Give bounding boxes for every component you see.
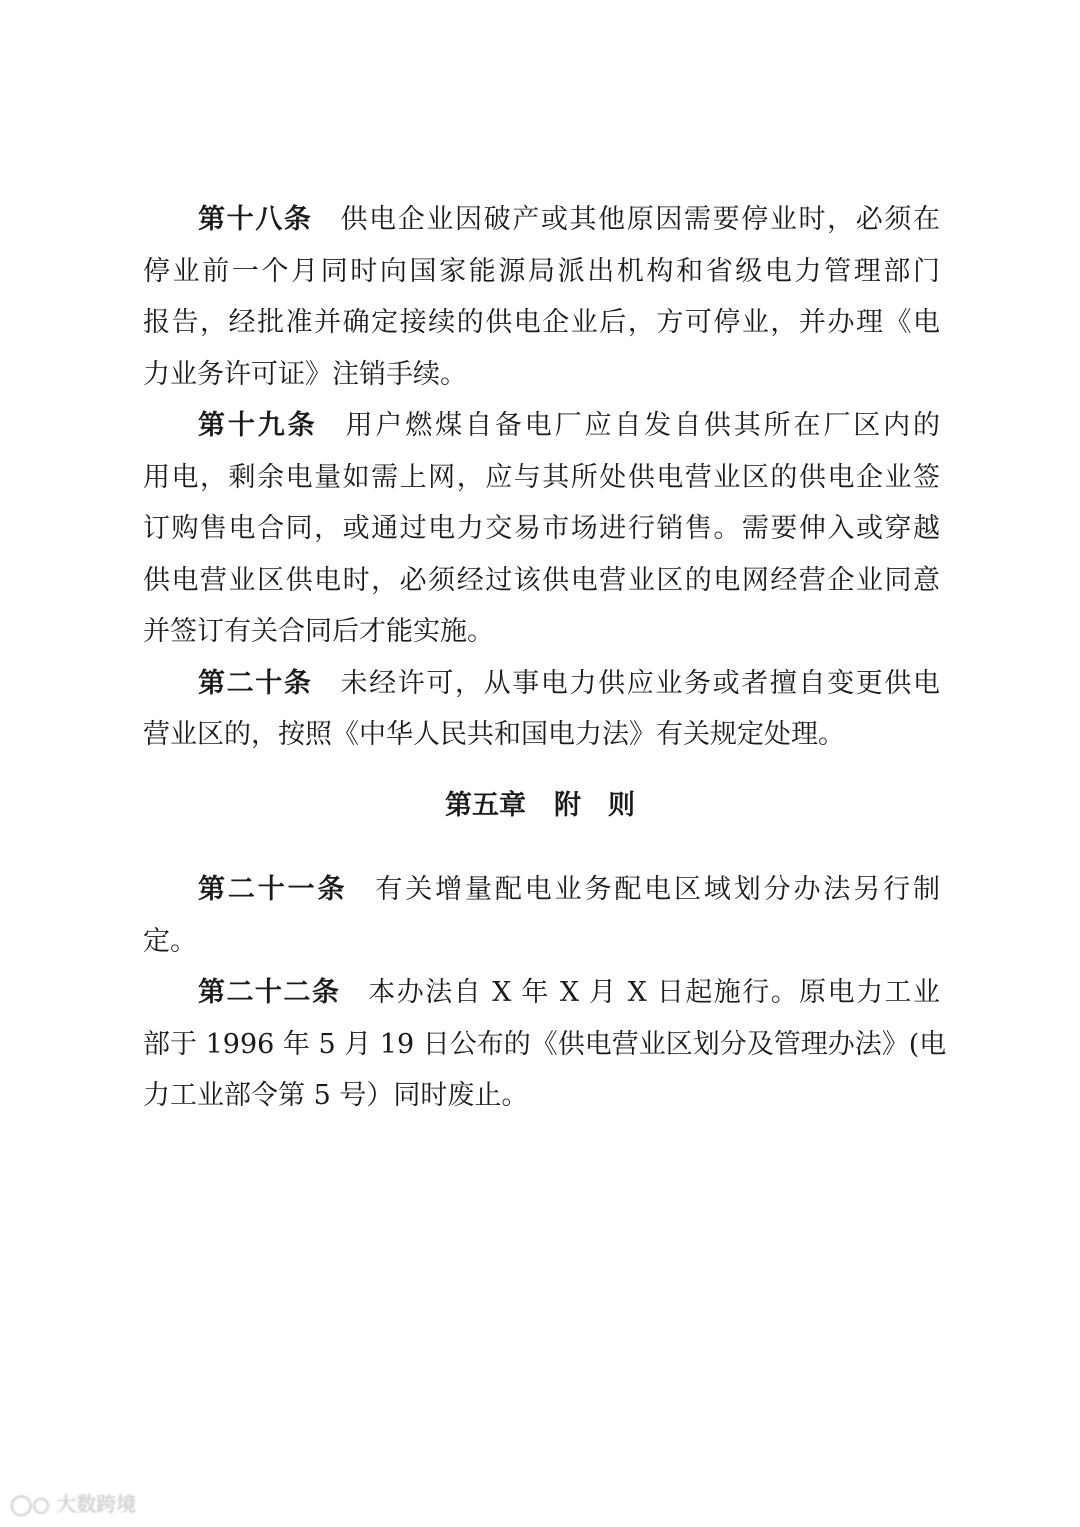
chapter-title: 附 则	[554, 790, 635, 821]
text-line	[143, 1070, 940, 1122]
watermark-text: 大数跨境	[56, 1492, 137, 1516]
text-line	[143, 555, 940, 607]
article-label: 第十九条	[198, 410, 318, 441]
article-text: 力工业部令第 5 号）同时废止。	[143, 1080, 529, 1111]
text-line	[143, 194, 940, 246]
text-line	[143, 503, 940, 555]
article-text: 未经许可，从事电力供应业务或者擅自变更供电	[340, 667, 940, 699]
text-line	[143, 864, 940, 916]
articles-top	[143, 194, 940, 761]
article-label: 第十八条	[198, 204, 313, 235]
text-line	[143, 400, 940, 452]
article-text: 力业务许可证》注销手续。	[143, 358, 467, 390]
article-text: 供电营业区供电时，必须经过该供电营业区的电网经营企业同意	[143, 564, 940, 596]
article-text: 供电企业因破产或其他原因需要停业时，必须在	[340, 204, 940, 235]
chapter-heading	[0, 783, 1080, 822]
text-line	[143, 967, 940, 1019]
article-text: 并签订有关合同后才能实施。	[143, 616, 494, 647]
text-line	[143, 916, 940, 968]
article	[143, 400, 940, 658]
watermark-logo: ◯○ 大数跨境	[10, 1492, 137, 1516]
article-text: 停业前一个月同时向国家能源局派出机构和省级电力管理部门	[143, 255, 940, 287]
article-text: 部于 1996 年 5 月 19 日公布的《供电营业区划分及管理办法》(电	[143, 1028, 947, 1060]
article-text: 订购售电合同，或通过电力交易市场进行销售。需要伸入或穿越	[143, 513, 940, 544]
article	[143, 864, 940, 967]
article-label: 第二十一条	[198, 874, 348, 905]
article-text: 用电，剩余电量如需上网，应与其所处供电营业区的供电企业签	[143, 461, 940, 493]
article	[143, 967, 947, 1122]
articles-bottom	[143, 864, 947, 1122]
article-label: 第二十二条	[198, 977, 341, 1008]
article-text: 有关增量配电业务配电区域划分办法另行制	[375, 874, 941, 905]
text-line	[143, 297, 940, 349]
article-label: 第二十条	[198, 667, 313, 699]
text-line	[143, 246, 940, 298]
article	[143, 658, 940, 761]
text-line	[143, 709, 940, 761]
text-line	[143, 1019, 947, 1071]
text-line	[143, 658, 940, 710]
article-text: 营业区的，按照《中华人民共和国电力法》有关规定处理。	[143, 719, 845, 750]
article	[143, 194, 940, 400]
text-line	[143, 606, 940, 658]
article-text: 报告，经批准并确定接续的供电企业后，方可停业，并办理《电	[143, 307, 940, 338]
article-text: 定。	[143, 925, 197, 957]
chapter-number: 第五章	[445, 790, 526, 821]
text-line	[143, 349, 940, 401]
text-line	[143, 452, 940, 504]
article-text: 用户燃煤自备电厂应自发自供其所在厂区内的	[345, 410, 941, 441]
article-text: 本办法自 X 年 X 月 X 日起施行。原电力工业	[368, 977, 940, 1008]
